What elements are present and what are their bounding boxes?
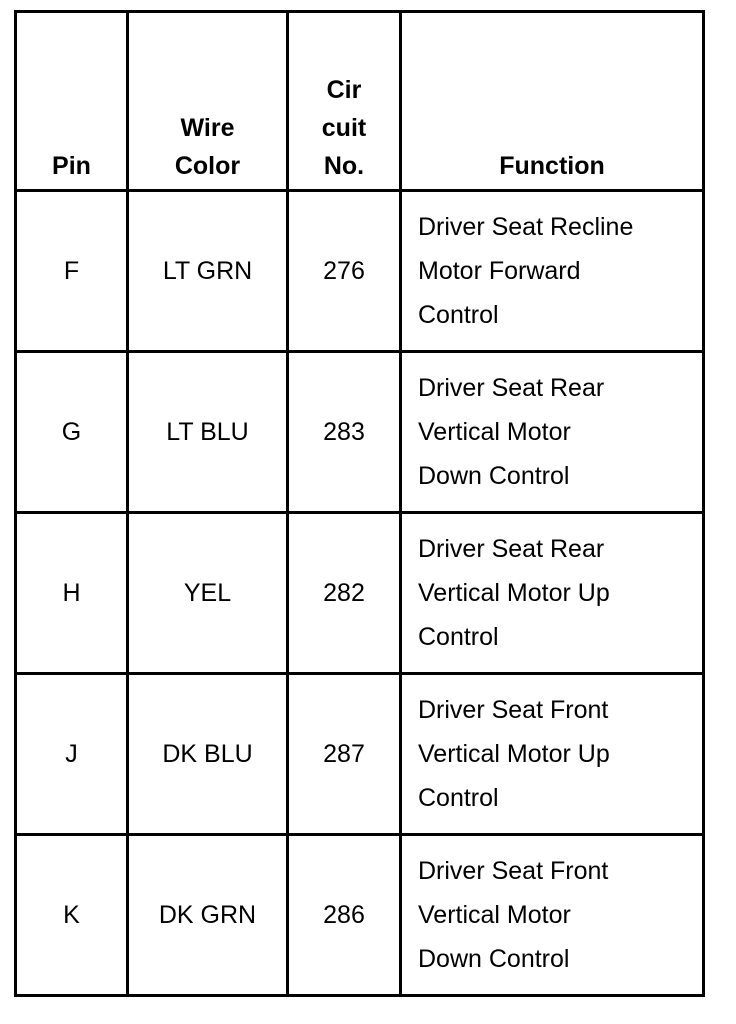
wire-color-cell: LT GRN bbox=[128, 191, 288, 352]
connector-pin-table-wrapper bbox=[14, 10, 702, 997]
function-cell bbox=[401, 513, 704, 674]
circuit-cell: 283 bbox=[288, 352, 401, 513]
header-pin-label: Pin bbox=[52, 152, 91, 180]
header-wire-color bbox=[128, 12, 288, 191]
function-line: Driver Seat Rear bbox=[418, 535, 605, 563]
function-line: Vertical Motor bbox=[418, 901, 571, 929]
wire-color-cell: LT BLU bbox=[128, 352, 288, 513]
pin-cell: H bbox=[16, 513, 128, 674]
circuit-cell: 282 bbox=[288, 513, 401, 674]
connector-pin-table bbox=[14, 10, 705, 997]
function-line: Driver Seat Front bbox=[418, 696, 609, 724]
function-line: Down Control bbox=[418, 462, 570, 490]
header-row bbox=[16, 12, 704, 191]
function-line: Down Control bbox=[418, 945, 570, 973]
wire-color-cell: DK BLU bbox=[128, 674, 288, 835]
pin-cell: G bbox=[16, 352, 128, 513]
pin-cell: J bbox=[16, 674, 128, 835]
function-line: Vertical Motor Up bbox=[418, 740, 610, 768]
function-cell bbox=[401, 674, 704, 835]
header-function bbox=[401, 12, 704, 191]
function-line: Motor Forward bbox=[418, 257, 581, 285]
header-circuit-no bbox=[288, 12, 401, 191]
pin-cell: K bbox=[16, 835, 128, 996]
circuit-cell: 286 bbox=[288, 835, 401, 996]
function-cell bbox=[401, 352, 704, 513]
function-line: Control bbox=[418, 301, 499, 329]
function-line: Control bbox=[418, 623, 499, 651]
header-function-label: Function bbox=[499, 152, 605, 180]
table-row bbox=[16, 674, 704, 835]
function-line: Driver Seat Recline bbox=[418, 213, 634, 241]
wire-color-cell: DK GRN bbox=[128, 835, 288, 996]
header-wire-color-line-1: Wire bbox=[180, 114, 235, 142]
function-cell bbox=[401, 191, 704, 352]
circuit-cell: 276 bbox=[288, 191, 401, 352]
function-line: Control bbox=[418, 784, 499, 812]
header-circuit-no-line-3: No. bbox=[323, 152, 365, 180]
function-line: Vertical Motor bbox=[418, 418, 571, 446]
table-row bbox=[16, 513, 704, 674]
function-cell bbox=[401, 835, 704, 996]
function-line: Driver Seat Rear bbox=[418, 374, 605, 402]
pin-cell: F bbox=[16, 191, 128, 352]
circuit-cell: 287 bbox=[288, 674, 401, 835]
header-circuit-no-line-1: Cir bbox=[326, 76, 362, 104]
table-row bbox=[16, 352, 704, 513]
header-wire-color-line-2: Color bbox=[174, 152, 241, 180]
table-row bbox=[16, 191, 704, 352]
function-line: Driver Seat Front bbox=[418, 857, 609, 885]
function-line: Vertical Motor Up bbox=[418, 579, 610, 607]
header-pin bbox=[16, 12, 128, 191]
table-row bbox=[16, 835, 704, 996]
wire-color-cell: YEL bbox=[128, 513, 288, 674]
header-circuit-no-line-2: cuit bbox=[321, 114, 367, 142]
